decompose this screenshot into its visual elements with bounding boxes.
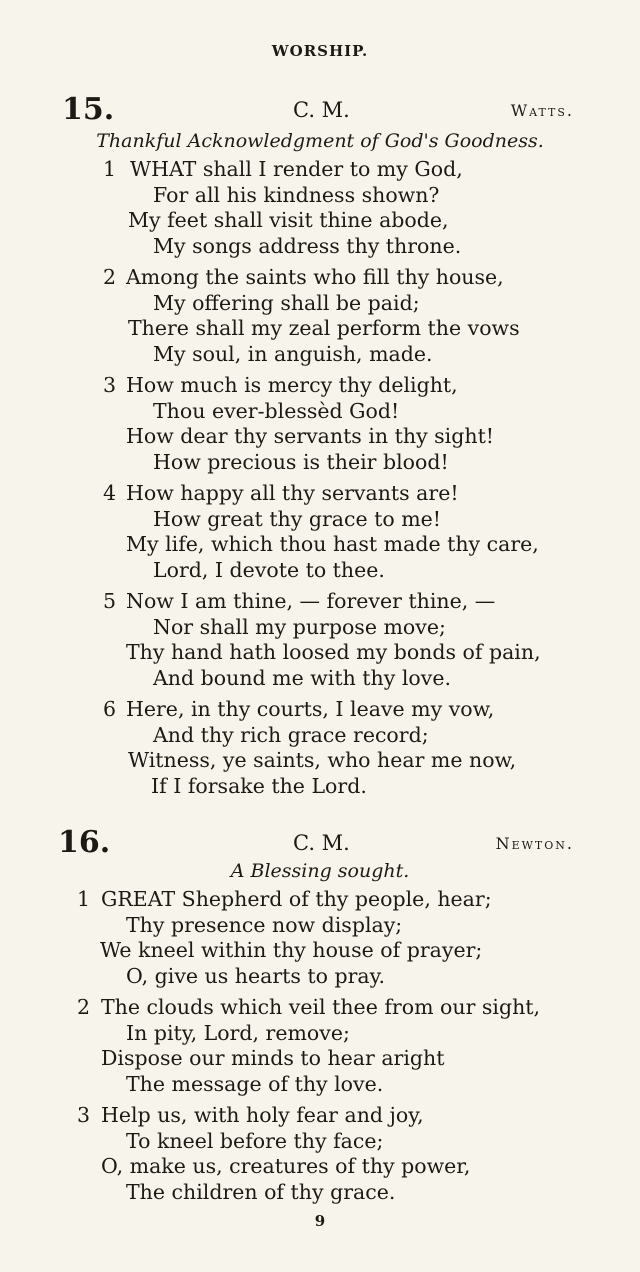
verse-line: There shall my zeal perform the vows <box>128 316 520 340</box>
verse <box>0 697 640 799</box>
verse-line: Here, in thy courts, I leave my vow, <box>126 697 495 721</box>
verse-line: My soul, in anguish, made. <box>153 341 433 366</box>
hymn-header <box>0 825 640 859</box>
verse-line: The children of thy grace. <box>126 1179 396 1204</box>
verse <box>0 1103 640 1205</box>
hymn-author: Newton. <box>495 834 574 853</box>
verse-line: How much is mercy thy delight, <box>126 373 458 397</box>
verse <box>0 157 640 259</box>
verse-line: Among the saints who fill thy house, <box>126 265 504 289</box>
verse-line: Nor shall my purpose move; <box>153 614 446 639</box>
verse-line: The message of thy love. <box>126 1071 384 1096</box>
hymn-title: A Blessing sought. <box>230 860 410 882</box>
verse-line: For all his kindness shown? <box>153 182 440 207</box>
verse-line: Lord, I devote to thee. <box>153 557 385 582</box>
verse-line: Witness, ye saints, who hear me now, <box>128 748 517 772</box>
verse-number: 1 <box>76 887 90 911</box>
running-head: WORSHIP. <box>271 42 369 60</box>
verse-number: 2 <box>102 265 116 289</box>
verse-number: 4 <box>102 481 116 505</box>
verse-line: Dispose our minds to hear aright <box>101 1046 445 1070</box>
verse-line: My offering shall be paid; <box>153 290 420 315</box>
hymn-meter: C. M. <box>293 831 350 855</box>
verse-line: My feet shall visit thine abode, <box>128 208 449 232</box>
verse-line: Now I am thine, — forever thine, — <box>126 589 496 613</box>
verse-number: 3 <box>102 373 116 397</box>
hymn-header <box>0 92 640 126</box>
verse-line: WHAT shall I render to my God, <box>130 157 463 181</box>
verse-line: If I forsake the Lord. <box>151 773 367 798</box>
hymn-number: 15. <box>62 92 115 127</box>
verse-line: How precious is their blood! <box>153 449 449 474</box>
verse <box>0 887 640 989</box>
hymn-author: Watts. <box>510 101 574 120</box>
verse <box>0 265 640 367</box>
verse-line: How happy all thy servants are! <box>126 481 459 505</box>
verse-line: Help us, with holy fear and joy, <box>101 1103 424 1127</box>
verse-line: And bound me with thy love. <box>153 665 451 690</box>
verse <box>0 481 640 583</box>
verse-line: My life, which thou hast made thy care, <box>126 532 539 556</box>
verse-line: We kneel within thy house of prayer; <box>100 938 483 962</box>
verse-number: 2 <box>76 995 90 1019</box>
verse-line: Thou ever-blessèd God! <box>153 398 400 423</box>
verse <box>0 995 640 1097</box>
verse-line: To kneel before thy face; <box>126 1128 384 1153</box>
verse-number: 3 <box>76 1103 90 1127</box>
verse-number: 1 <box>102 157 116 181</box>
hymn-meter: C. M. <box>293 98 350 122</box>
verse-line: O, give us hearts to pray. <box>126 963 386 988</box>
verse <box>0 373 640 475</box>
verse-line: The clouds which veil thee from our sight, <box>101 995 541 1019</box>
verse <box>0 589 640 691</box>
verse-number: 5 <box>102 589 116 613</box>
verse-line: GREAT Shepherd of thy people, hear; <box>101 887 492 911</box>
hymn-title: Thankful Acknowledgment of God's Goodness. <box>96 130 544 152</box>
verse-line: How dear thy servants in thy sight! <box>126 424 495 448</box>
page-number: 9 <box>314 1212 326 1230</box>
verse-line: Thy hand hath loosed my bonds of pain, <box>126 640 541 664</box>
verse-line: My songs address thy throne. <box>153 233 462 258</box>
hymn-number: 16. <box>58 825 111 860</box>
verse-line: Thy presence now display; <box>126 912 403 937</box>
verse-number: 6 <box>102 697 116 721</box>
verse-line: In pity, Lord, remove; <box>126 1020 350 1045</box>
verse-line: And thy rich grace record; <box>153 722 429 747</box>
verse-line: How great thy grace to me! <box>153 506 442 531</box>
verse-line: O, make us, creatures of thy power, <box>101 1154 471 1178</box>
